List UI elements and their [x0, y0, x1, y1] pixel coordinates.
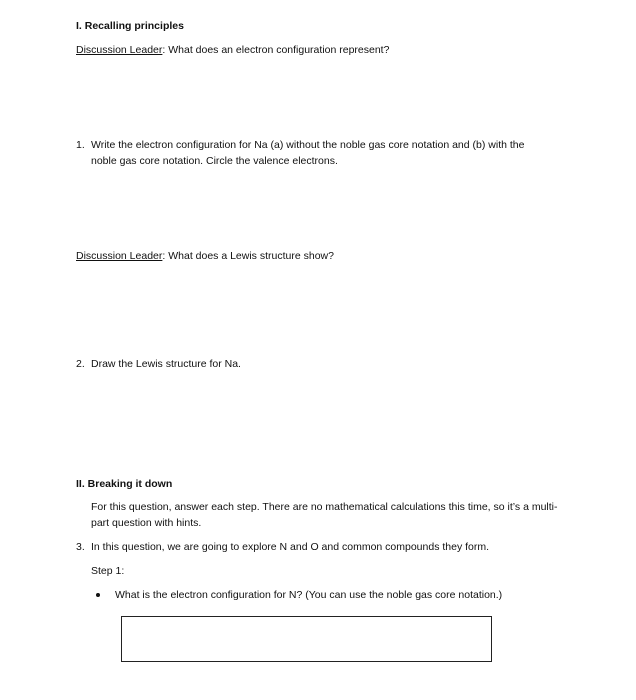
question-3-text: In this question, we are going to explore N and O and common compounds they form. — [91, 541, 490, 553]
discussion-leader-label: Discussion Leader — [76, 44, 163, 56]
discussion-prompt-1 — [76, 43, 389, 58]
bullet-1-text: What is the electron configuration for N? (You can use the noble gas core notation.) — [115, 589, 503, 601]
discussion-prompt-text: : What does an electron configuration represent? — [162, 44, 390, 56]
question-2-text: Draw the Lewis structure for Na. — [91, 358, 241, 370]
intro-line-1: For this question, answer each step. There are no mathematical calculations this time, so it’s a multi- — [91, 501, 558, 513]
discussion-leader-label: Discussion Leader — [76, 250, 163, 262]
question-3-number: 3. — [76, 541, 85, 553]
discussion-prompt-text: : What does a Lewis structure show? — [162, 250, 334, 262]
bullet-icon — [96, 593, 100, 597]
step-1-label: Step 1: — [91, 565, 125, 577]
question-1-line-1: Write the electron configuration for Na (a) without the noble gas core notation and (b) with the — [91, 139, 525, 151]
answer-box[interactable] — [121, 616, 492, 662]
section-2-heading: II. Breaking it down — [76, 478, 173, 490]
discussion-prompt-2 — [76, 249, 334, 264]
question-1-line-2: noble gas core notation. Circle the valence electrons. — [91, 155, 338, 167]
intro-line-2: part question with hints. — [91, 517, 202, 529]
section-1-heading: I. Recalling principles — [76, 20, 184, 32]
question-2-number: 2. — [76, 358, 85, 370]
question-1-number: 1. — [76, 139, 85, 151]
